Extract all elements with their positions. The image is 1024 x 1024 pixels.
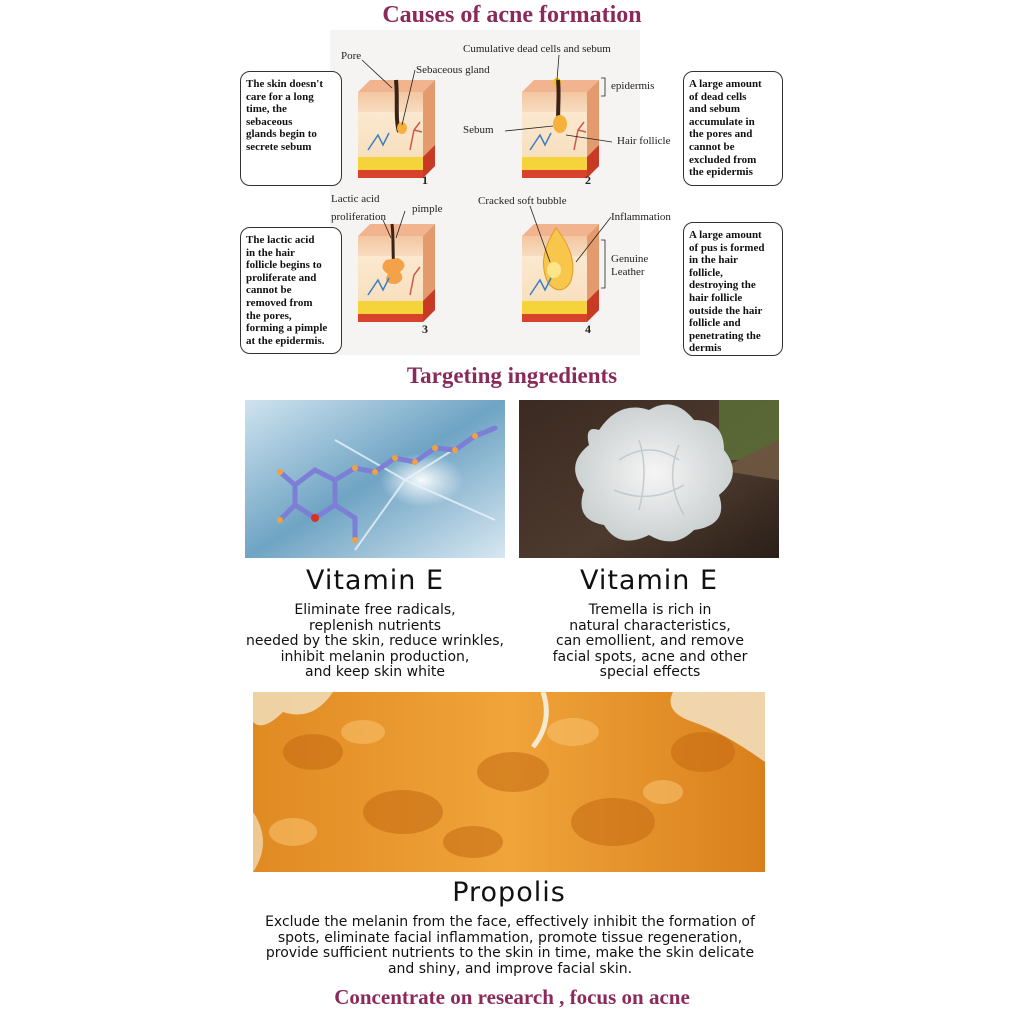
label-cumulative: Cumulative dead cells and sebum [463, 43, 611, 55]
ingredient-name-1: Vitamin E [305, 565, 445, 596]
footer-tagline: Concentrate on research , focus on acne [334, 985, 690, 1009]
skin-block-4 [522, 224, 599, 322]
label-hair-follicle: Hair follicle [617, 135, 671, 147]
step-number: 3 [422, 322, 428, 336]
label-cracked-bubble: Cracked soft bubble [478, 195, 567, 207]
label-lactic-acid: Lactic acid [331, 193, 380, 205]
label-leather: Leather [611, 266, 645, 278]
propolis-name: Propolis [452, 877, 566, 908]
page-title: Causes of acne formation [382, 2, 642, 28]
label-pore: Pore [341, 50, 362, 62]
callout-step-1: The skin doesn't care for a long time, the sebaceous glands begin to secrete sebum [240, 71, 342, 186]
label-sebaceous-gland: Sebaceous gland [416, 64, 490, 76]
propolis-image [253, 692, 765, 872]
propolis-desc: Exclude the melanin from the face, effectively inhibit the formation of spots, eliminate facial inflammation, promote tissue regeneration, provide sufficient nutrients to the skin in time, make the skin delicate and shiny, and improve facial skin. [265, 914, 755, 977]
step-number: 2 [585, 173, 591, 187]
skin-block-3 [358, 224, 435, 322]
label-genuine: Genuine [611, 253, 649, 265]
callout-step-3: The lactic acid in the hair follicle begins to proliferate and cannot be removed from the pores, forming a pimple at the epidermis. [240, 227, 342, 354]
label-epidermis: epidermis [611, 80, 655, 92]
vitamin-e-molecule-image [245, 400, 505, 558]
ingredient-desc-2: Tremella is rich in natural characteristics, can emollient, and remove facial spots, acne and other special effects [552, 602, 748, 680]
label-sebum: Sebum [463, 124, 494, 136]
callout-step-2: A large amount of dead cells and sebum accumulate in the pores and cannot be excluded from the epidermis [683, 71, 783, 186]
label-inflammation: Inflammation [611, 211, 671, 223]
callout-step-4: A large amount of pus is formed in the hair follicle, destroying the hair follicle outside the hair follicle and penetrating the dermis [683, 222, 783, 356]
ingredient-desc-1: Eliminate free radicals, replenish nutrients needed by the skin, reduce wrinkles, inhibit melanin production, and keep skin white [246, 602, 504, 680]
step-number: 1 [422, 173, 428, 187]
label-pimple: pimple [412, 203, 443, 215]
tremella-image [519, 400, 779, 558]
label-proliferation: proliferation [331, 211, 386, 223]
section-title: Targeting ingredients [406, 363, 618, 388]
step-number: 4 [585, 322, 591, 336]
skin-block-1 [358, 80, 435, 178]
ingredient-name-2: Vitamin E [579, 565, 719, 596]
